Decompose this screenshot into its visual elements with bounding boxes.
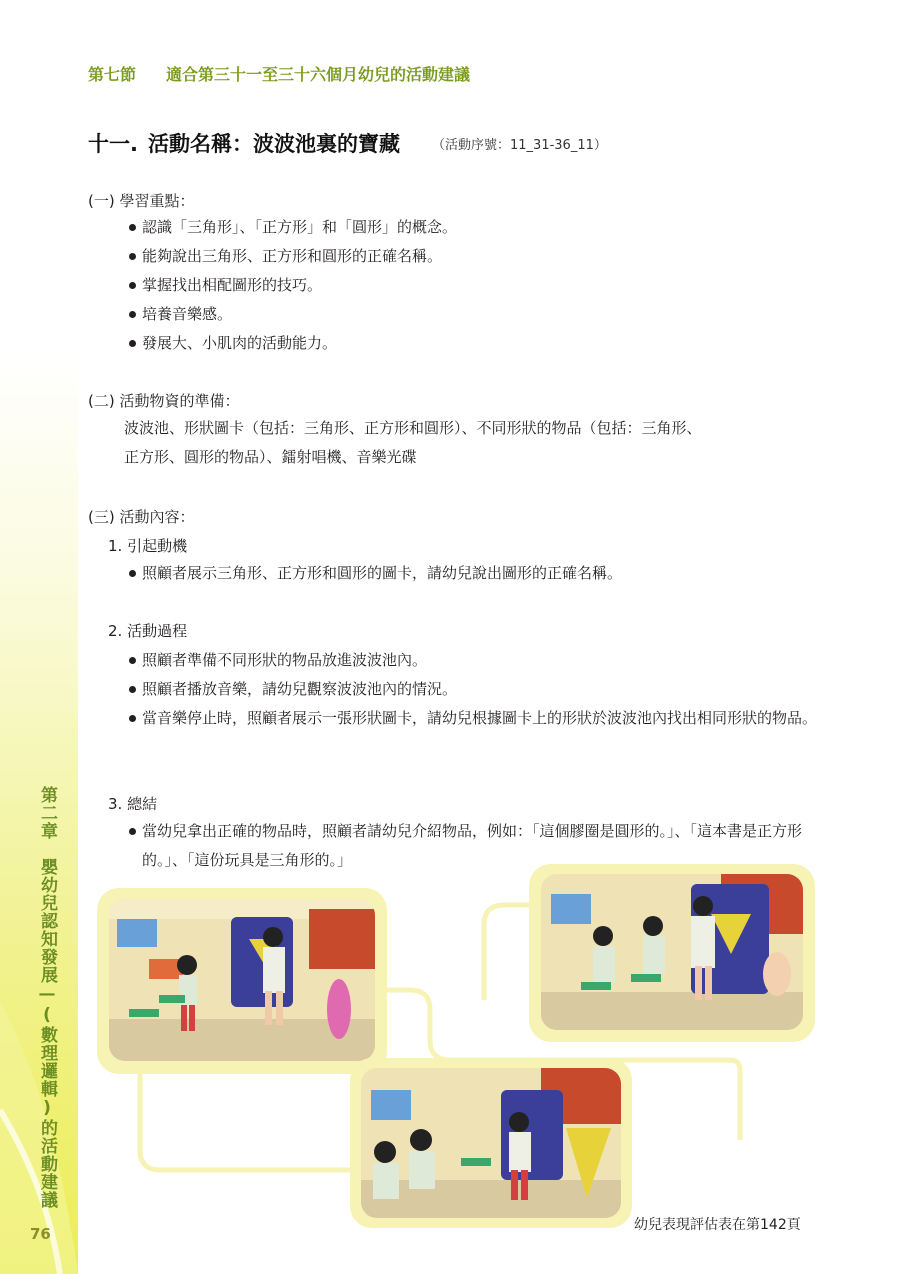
list-item: 照顧者準備不同形狀的物品放進波波池內。 [128, 646, 818, 675]
activity-code: （活動序號：11_31-36_11） [432, 138, 607, 153]
activity-name: 活動名稱：波波池裏的寶藏 [147, 132, 400, 156]
list-item: 發展大、小肌肉的活動能力。 [128, 329, 808, 358]
materials-line: 正方形、圓形的物品）、鐳射唱機、音樂光碟 [124, 448, 417, 466]
page-number: 76 [30, 1225, 51, 1243]
list-item: 照顧者展示三角形、正方形和圓形的圖卡，請幼兒說出圖形的正確名稱。 [128, 559, 818, 588]
learning-focus-heading: (一) 學習重點： [88, 192, 195, 210]
chapter-label: 第二章 嬰幼兒認知發展—(數理邏輯)的活動建議 [37, 786, 57, 1209]
list-item: 能夠說出三角形、正方形和圓形的正確名稱。 [128, 242, 808, 271]
activity-number: 十一. [88, 132, 138, 156]
list-item: 當幼兒拿出正確的物品時，照顧者請幼兒介紹物品，例如：「這個膠圈是圓形的。」、「這本書是正方形的。」、「這份玩具是三角形的。」 [128, 817, 818, 875]
section-number: 第七節 [88, 65, 137, 84]
list-item: 培養音樂感。 [128, 300, 808, 329]
activity-photo [541, 874, 803, 1030]
content-heading: (三) 活動內容： [88, 508, 195, 526]
list-item: 掌握找出相配圖形的技巧。 [128, 271, 808, 300]
materials-heading: (二) 活動物資的準備： [88, 392, 240, 410]
section-title: 適合第三十一至三十六個月幼兒的活動建議 [166, 65, 471, 84]
activity-photo [109, 899, 375, 1061]
step-title: 2. 活動過程 [108, 622, 188, 640]
materials-line: 波波池、形狀圖卡（包括：三角形、正方形和圓形）、不同形狀的物品（包括：三角形、 [124, 419, 702, 437]
step-title: 1. 引起動機 [108, 537, 188, 555]
list-item: 認識「三角形」、「正方形」和「圓形」的概念。 [128, 213, 808, 242]
activity-photo [361, 1068, 621, 1218]
step-title: 3. 總結 [108, 795, 158, 813]
assessment-reference: 幼兒表現評估表在第142頁 [634, 1217, 801, 1233]
list-item: 當音樂停止時，照顧者展示一張形狀圖卡，請幼兒根據圖卡上的形狀於波波池內找出相同形狀的物品。 [128, 704, 818, 733]
list-item: 照顧者播放音樂，請幼兒觀察波波池內的情況。 [128, 675, 818, 704]
